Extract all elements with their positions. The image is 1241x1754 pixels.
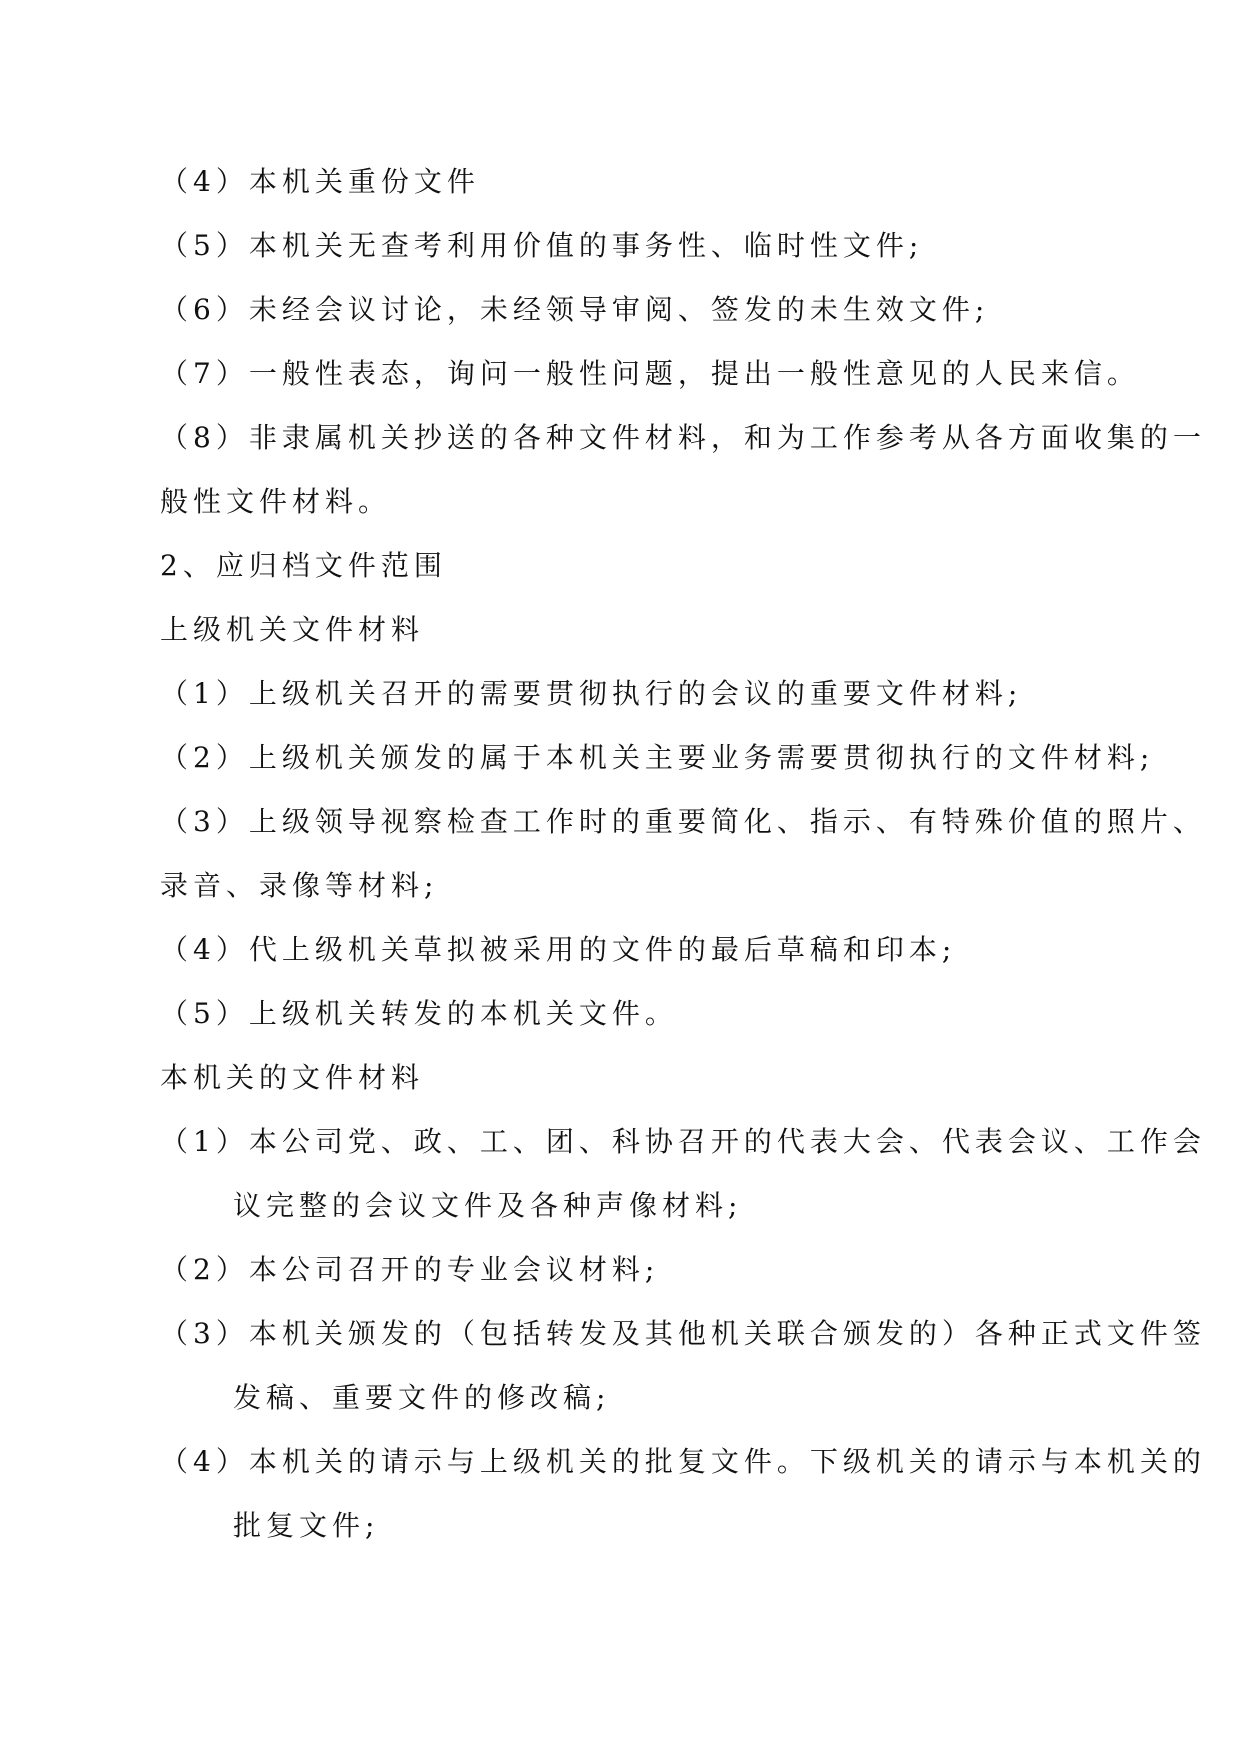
text-line: 般性文件材料。: [160, 485, 392, 518]
text-line: （4）代上级机关草拟被采用的文件的最后草稿和印本;: [160, 933, 957, 966]
text-line: （2）上级机关颁发的属于本机关主要业务需要贯彻执行的文件材料;: [160, 741, 1155, 774]
text-line: 议完整的会议文件及各种声像材料;: [233, 1189, 743, 1222]
text-line: （8）非隶属机关抄送的各种文件材料，和为工作参考从各方面收集的一: [160, 421, 1206, 454]
text-line: （4）本机关的请示与上级机关的批复文件。下级机关的请示与本机关的: [160, 1445, 1206, 1478]
text-line: 发稿、重要文件的修改稿;: [233, 1381, 611, 1414]
text-line: 录音、录像等材料;: [160, 869, 439, 902]
section-heading: 2、应归档文件范围: [160, 549, 447, 582]
text-line: （2）本公司召开的专业会议材料;: [160, 1253, 660, 1286]
text-line: （5）上级机关转发的本机关文件。: [160, 997, 678, 1030]
subsection-heading: 本机关的文件材料: [160, 1061, 425, 1094]
text-line: （5）本机关无查考利用价值的事务性、临时性文件;: [160, 229, 924, 262]
text-line: （4）本机关重份文件: [160, 165, 480, 198]
text-line: （7）一般性表态，询问一般性问题，提出一般性意见的人民来信。: [160, 357, 1140, 390]
text-line: 批复文件;: [233, 1509, 380, 1542]
text-line: （3）本机关颁发的（包括转发及其他机关联合颁发的）各种正式文件签: [160, 1317, 1206, 1350]
text-line: （3）上级领导视察检查工作时的重要简化、指示、有特殊价值的照片、: [160, 805, 1206, 838]
text-line: （1）本公司党、政、工、团、科协召开的代表大会、代表会议、工作会: [160, 1125, 1206, 1158]
text-line: （1）上级机关召开的需要贯彻执行的会议的重要文件材料;: [160, 677, 1023, 710]
text-line: （6）未经会议讨论，未经领导审阅、签发的未生效文件;: [160, 293, 990, 326]
subsection-heading: 上级机关文件材料: [160, 613, 425, 646]
